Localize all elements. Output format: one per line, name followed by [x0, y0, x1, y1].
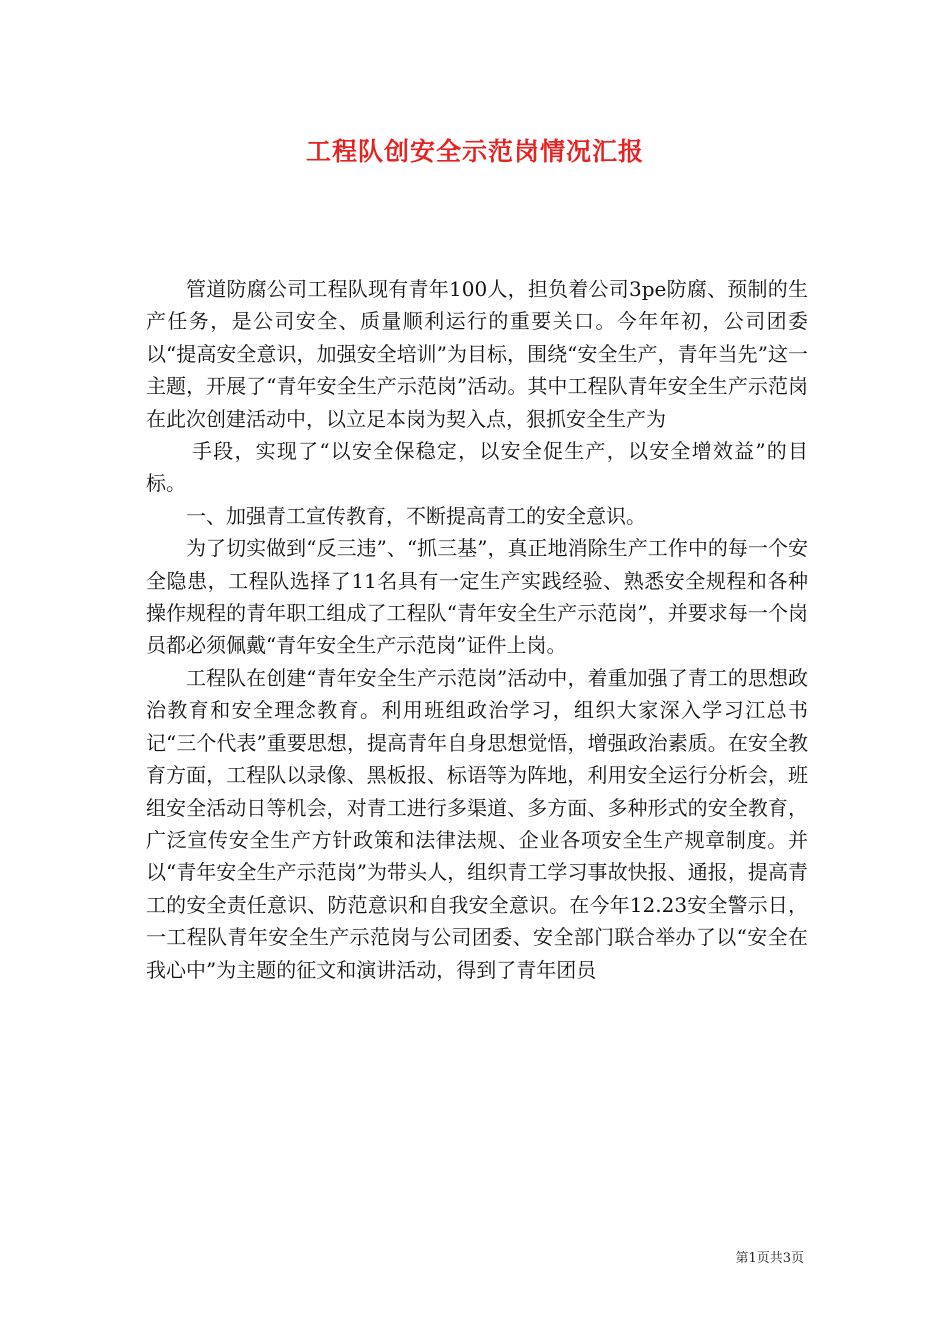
paragraph-section1-b: 工程队在创建“青年安全生产示范岗”活动中，着重加强了青工的思想政治教育和安全理念教育。利用班组政治学习，组织大家深入学习江总书记“三个代表”重要思想，提高青年自身思想觉悟，增强政治素质。在安全教育方面，工程队以录像、黑板报、标语等为阵地，利用安全运行分析会，班组安全活动日等机会，对青工进行多渠道、多方面、多种形式的安全教育，广泛宣传安全生产方针政策和法律法规、企业各项安全生产规章制度。并以“青年安全生产示范岗”为带头人，组织青工学习事故快报、通报，提高青工的安全责任意识、防范意识和自我安全意识。在今年12.23安全警示日，一工程队青年安全生产示范岗与公司团委、安全部门联合举办了以“安全在我心中”为主题的征文和演讲活动，得到了青年团员: [146, 665, 808, 982]
paragraph-continuation: 手段，实现了“以安全保稳定，以安全促生产，以安全增效益”的目标。: [146, 439, 808, 496]
paragraph-section1-a: 为了切实做到“反三违”、“抓三基”，真正地消除生产工作中的每一个安全隐患，工程队选择了11名具有一定生产实践经验、熟悉安全规程和各种操作规程的青年职工组成了工程队“青年安全生产示范岗”，并要求每一个岗员都必须佩戴“青年安全生产示范岗”证件上岗。: [146, 536, 808, 658]
document-title: 工程队创安全示范岗情况汇报: [305, 137, 644, 166]
page-number: 第1页共3页: [735, 1251, 804, 1266]
document-body: [146, 273, 808, 986]
section-heading-1: 一、加强青工宣传教育，不断提高青工的安全意识。: [186, 503, 646, 528]
paragraph-intro: 管道防腐公司工程队现有青年100人，担负着公司3pe防腐、预制的生产任务，是公司安全、质量顺利运行的重要关口。今年年初，公司团委以“提高安全意识，加强安全培训”为目标，围绕“安全生产，青年当先”这一主题，开展了“青年安全生产示范岗”活动。其中工程队青年安全生产示范岗在此次创建活动中，以立足本岗为契入点，狠抓安全生产为: [146, 277, 808, 431]
